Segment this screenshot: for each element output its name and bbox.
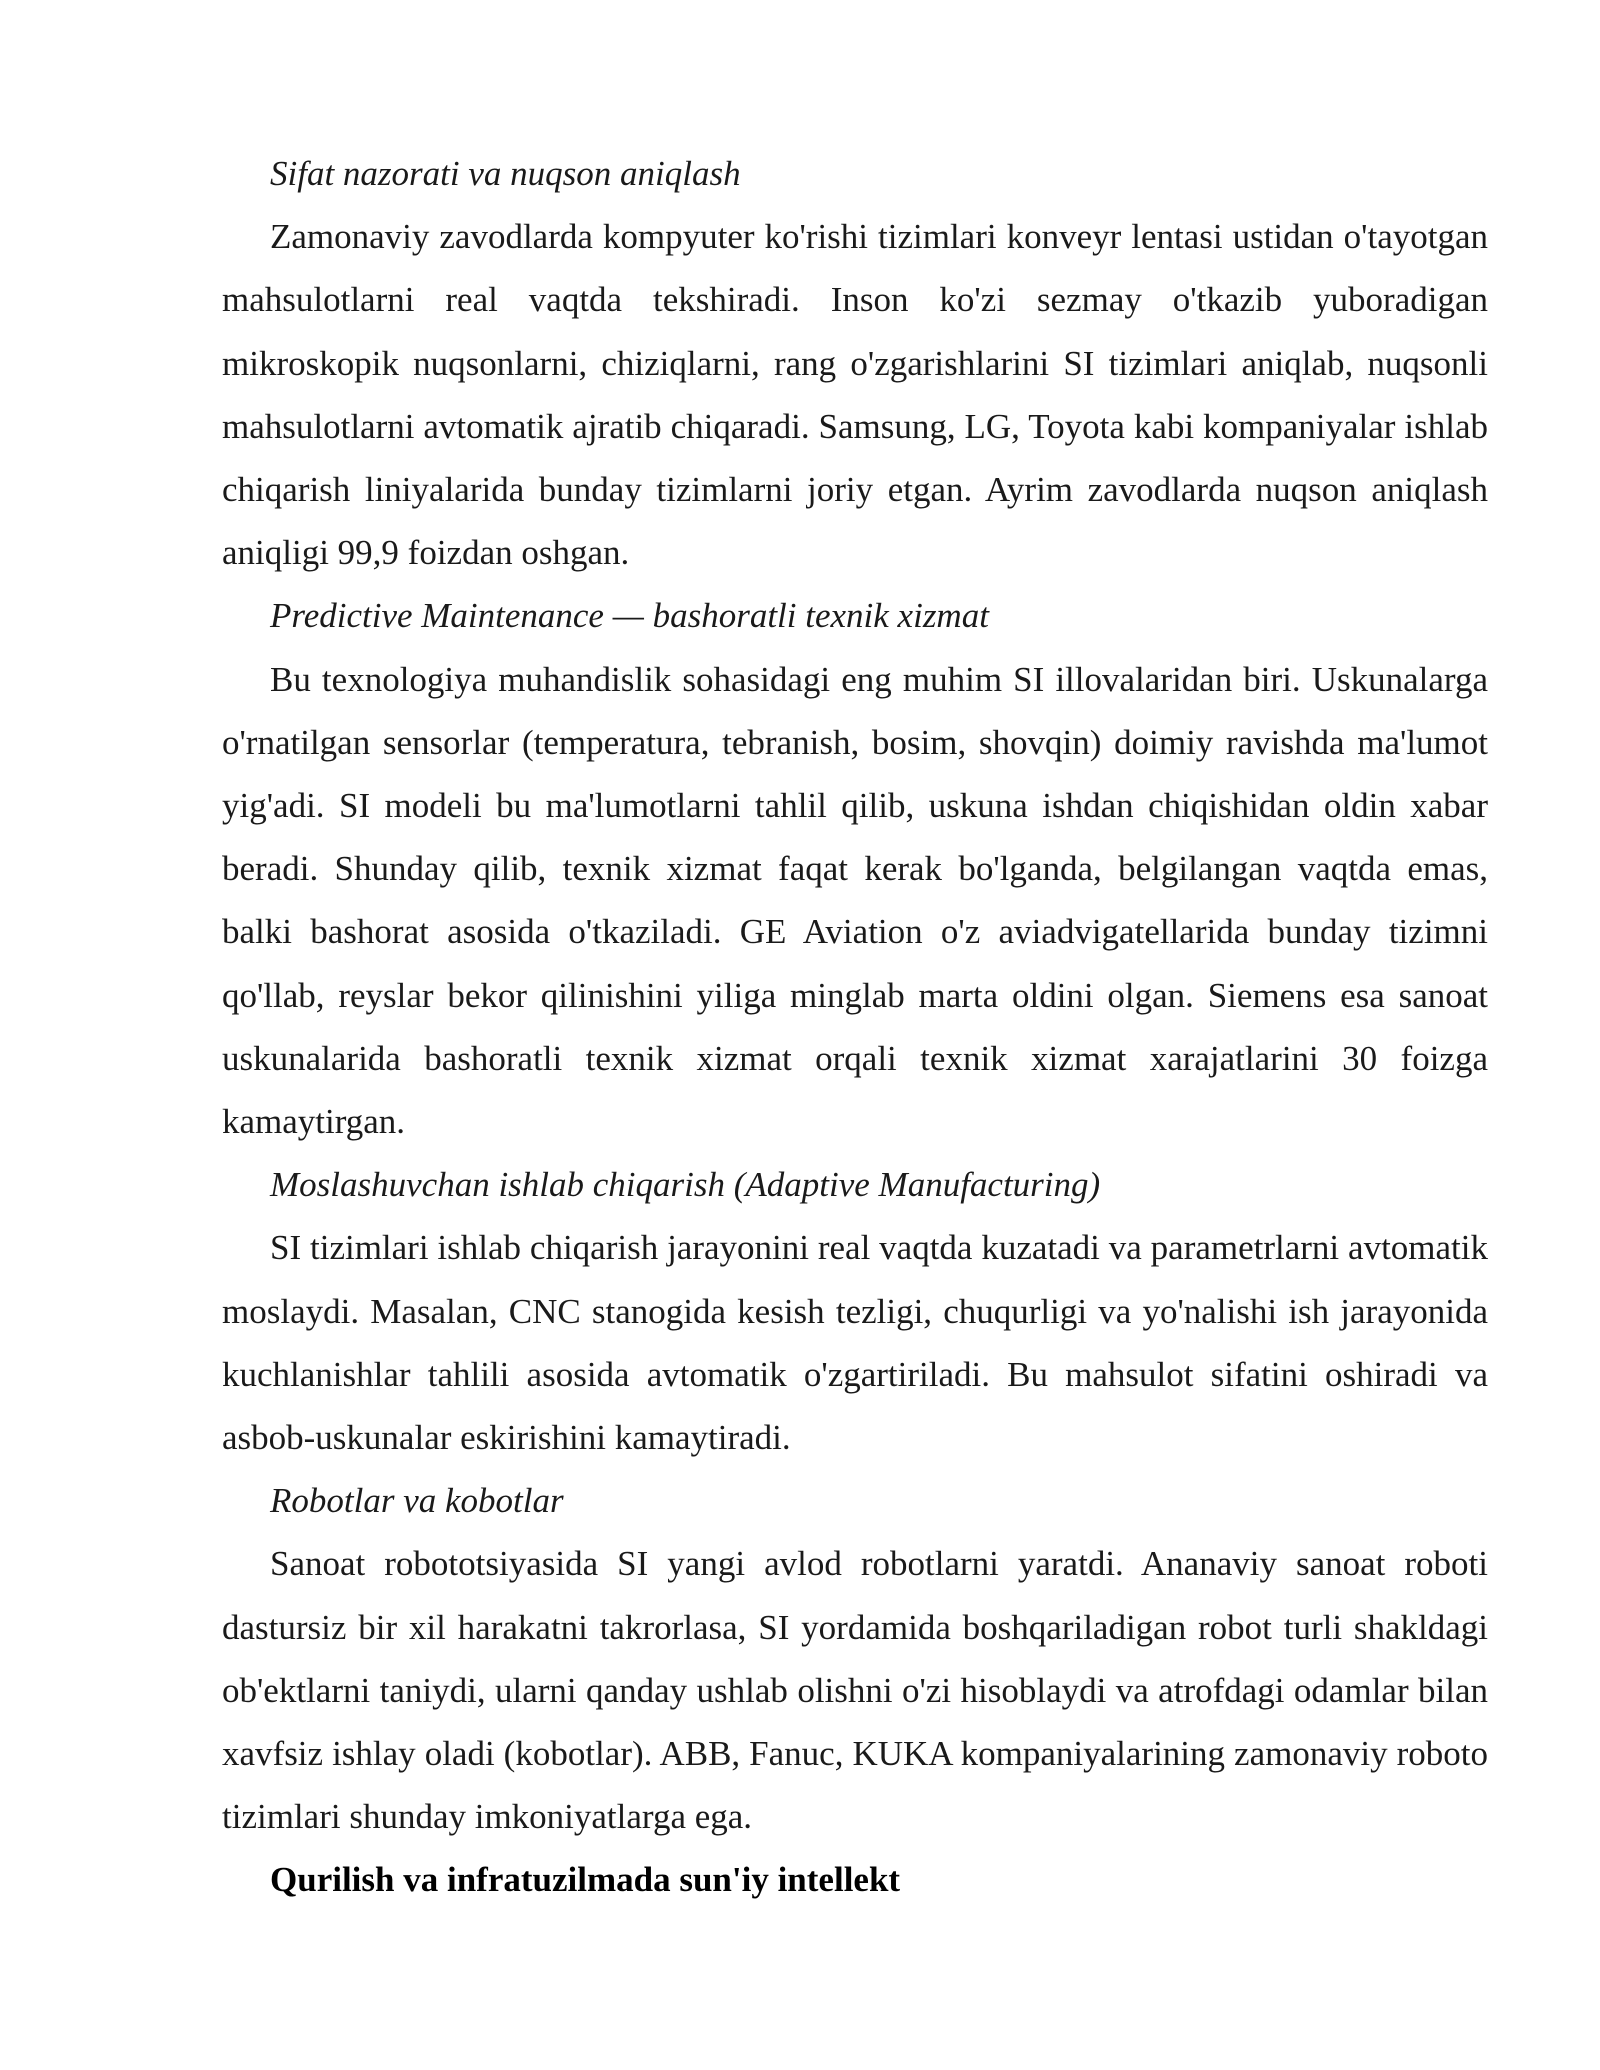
- paragraph-robots-cobots: Sanoat robototsiyasida SI yangi avlod robotlarni yaratdi. Ananaviy sanoat roboti dastursiz bir xil harakatni takrorlasa, SI yordamida boshqariladigan robot turli shakldagi ob'ektlarni taniydi, ularni qanday ushlab olishni o'zi hisoblaydi va atrofdagi odamlar bilan xavfsiz ishlay oladi (kobotlar). ABB, Fanuc, KUKA kompaniyalarining zamonaviy roboto tizimlari shunday imkoniyatlarga ega.: [222, 1544, 1488, 1837]
- next-section-heading: Qurilish va infratuzilmada sun'iy intellekt: [270, 1860, 901, 1900]
- paragraph-predictive-maintenance: Bu texnologiya muhandislik sohasidagi eng muhim SI illovalaridan biri. Uskunalarga o'rnatilgan sensorlar (temperatura, tebranish, bosim, shovqin) doimiy ravishda ma'lumot yig'adi. SI modeli bu ma'lumotlarni tahlil qilib, uskuna ishdan chiqishidan oldin xabar beradi. Shunday qilib, texnik xizmat faqat kerak bo'lganda, belgilangan vaqtda emas, balki bashorat asosida o'tkaziladi. GE Aviation o'z aviadvigatellarida bunday tizimni qo'llab, reyslar bekor qilinishini yiliga minglab marta oldini olgan. Siemens esa sanoat uskunalarida bashoratli texnik xizmat orqali texnik xizmat xarajatlarini 30 foizga kamaytirgan.: [222, 659, 1488, 1142]
- section-title-predictive-maintenance: Predictive Maintenance — bashoratli texnik xizmat: [270, 596, 989, 636]
- section-title-quality-control: Sifat nazorati va nuqson aniqlash: [270, 154, 741, 193]
- section-title-adaptive-manufacturing: Moslashuvchan ishlab chiqarish (Adaptive Manufacturing): [270, 1165, 1101, 1205]
- paragraph-quality-control: Zamonaviy zavodlarda kompyuter ko'rishi tizimlari konveyr lentasi ustidan o'tayotgan mahsulotlarni real vaqtda tekshiradi. Inson ko'zi sezmay o'tkazib yuboradigan mikroskopik nuqsonlarni, chiziqlarni, rang o'zgarishlarini SI tizimlari aniqlab, nuqsonli mahsulotlarni avtomatik ajratib chiqaradi. Samsung, LG, Toyota kabi kompaniyalar ishlab chiqarish liniyalarida bunday tizimlarni joriy etgan. Ayrim zavodlarda nuqson aniqlash aniqligi 99,9 foizdan oshgan.: [222, 217, 1488, 573]
- document-page: [222, 142, 1488, 1912]
- paragraph-adaptive-manufacturing: SI tizimlari ishlab chiqarish jarayonini real vaqtda kuzatadi va parametrlarni avtomatik moslaydi. Masalan, CNC stanogida kesish tezligi, chuqurligi va yo'nalishi ish jarayonida kuchlanishlar tahlili asosida avtomatik o'zgartiriladi. Bu mahsulot sifatini oshiradi va asbob-uskunalar eskirishini kamaytiradi.: [222, 1228, 1488, 1458]
- section-title-robots-cobots: Robotlar va kobotlar: [270, 1481, 564, 1521]
